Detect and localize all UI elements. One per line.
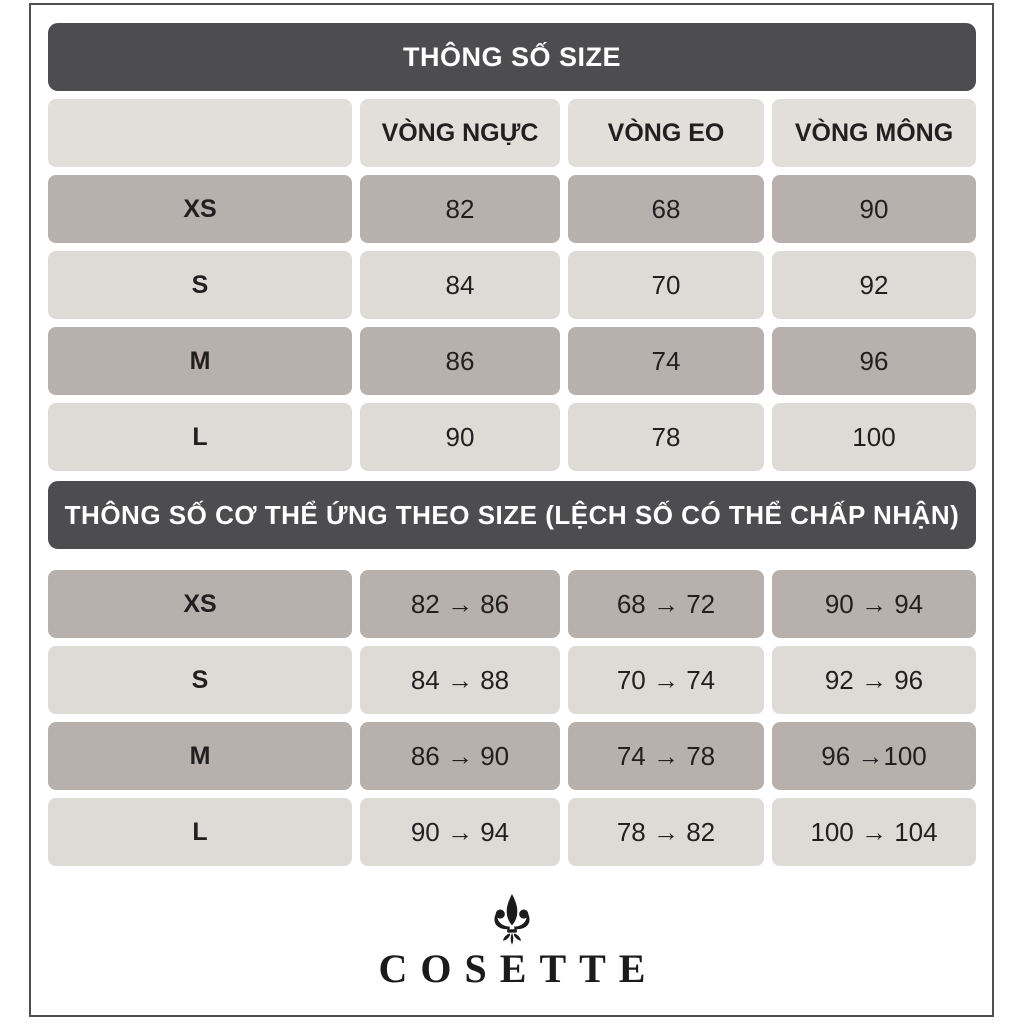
hip-range: 90 → 94 <box>772 570 976 638</box>
column-header-hip: VÒNG MÔNG <box>772 99 976 167</box>
section1-title: THÔNG SỐ SIZE <box>402 41 622 72</box>
bust-range: 86 → 90 <box>360 722 560 790</box>
column-header-bust: VÒNG NGỰC <box>360 99 560 167</box>
waist-range: 78 → 82 <box>568 798 764 866</box>
hip-value: 96 <box>772 327 976 395</box>
column-header-waist: VÒNG EO <box>568 99 764 167</box>
size-label: S <box>48 251 352 319</box>
hip-value: 100 <box>772 403 976 471</box>
size-label: M <box>48 722 352 790</box>
brand-footer <box>48 894 976 991</box>
waist-value: 70 <box>568 251 764 319</box>
waist-range: 74 → 78 <box>568 722 764 790</box>
size-label: M <box>48 327 352 395</box>
hip-value: 90 <box>772 175 976 243</box>
section2-title: THÔNG SỐ CƠ THỂ ỨNG THEO SIZE (LỆCH SỐ CÓ THỂ CHẤP NHẬN) <box>64 499 960 530</box>
hip-range: 96 →100 <box>772 722 976 790</box>
waist-value: 78 <box>568 403 764 471</box>
section1-header-bar <box>48 23 976 91</box>
body-spec-table <box>48 570 976 866</box>
size-label: L <box>48 403 352 471</box>
bust-value: 84 <box>360 251 560 319</box>
waist-range: 68 → 72 <box>568 570 764 638</box>
fleur-de-lis-icon <box>493 894 531 947</box>
bust-range: 84 → 88 <box>360 646 560 714</box>
waist-value: 74 <box>568 327 764 395</box>
corner-cell <box>48 99 352 167</box>
size-spec-table <box>48 99 976 471</box>
size-chart-content <box>48 23 976 991</box>
size-label: XS <box>48 570 352 638</box>
hip-range: 92 → 96 <box>772 646 976 714</box>
size-label: S <box>48 646 352 714</box>
brand-wordmark: COSETTE <box>378 946 659 991</box>
size-label: L <box>48 798 352 866</box>
section2-header-bar <box>48 481 976 549</box>
size-label: XS <box>48 175 352 243</box>
bust-value: 82 <box>360 175 560 243</box>
bust-value: 90 <box>360 403 560 471</box>
hip-range: 100 → 104 <box>772 798 976 866</box>
bust-range: 90 → 94 <box>360 798 560 866</box>
hip-value: 92 <box>772 251 976 319</box>
waist-range: 70 → 74 <box>568 646 764 714</box>
bust-value: 86 <box>360 327 560 395</box>
waist-value: 68 <box>568 175 764 243</box>
bust-range: 82 → 86 <box>360 570 560 638</box>
